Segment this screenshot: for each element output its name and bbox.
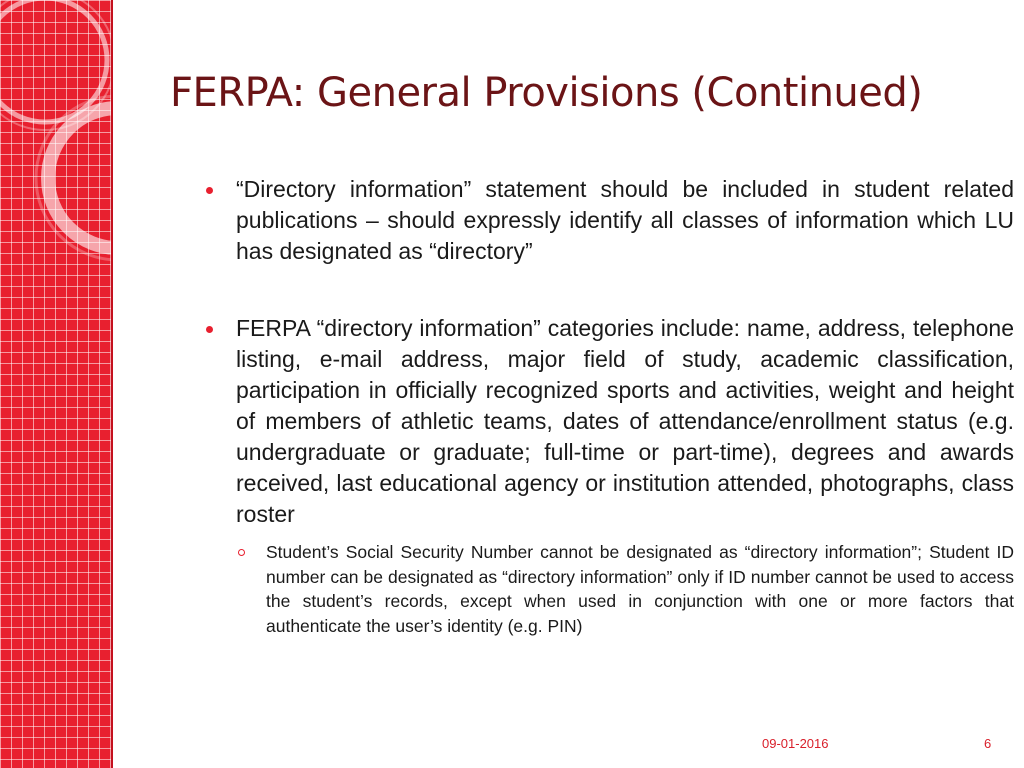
decorative-swirl [0,0,113,768]
bullet-directory-statement [200,174,1014,267]
decorative-grid-band [0,0,113,768]
bullet-text: FERPA “directory information” categories include: name, address, telephone listing, e-mail address, major field of study, academic classification, participation in officially recognized sports and activities, weight and height of members of athletic teams, dates of attendance/enrollment status (e.g. undergraduate or graduate; full-time or part-time), degrees and awards received, last educational agency or institution attended, photographs, class roster [236,315,1014,527]
footer-page-number: 6 [984,736,992,751]
bullet-dot-icon [206,187,213,194]
bullet-dot-icon [206,326,213,333]
slide-content [200,174,1014,638]
slide-title: FERPA: General Provisions (Continued) [170,70,923,116]
hollow-circle-bullet-icon [238,549,245,556]
bullet-text: “Directory information” statement should be included in student related publications – should expressly identify all classes of information which LU has designated as “directory” [236,176,1014,264]
sub-bullet-text: Student’s Social Security Number cannot be designated as “directory information”; Student ID number can be designated as “directory information” only if ID number cannot be used to access the student’s records, except when used in conjunction with one or more factors that authenticate the user’s identity (e.g. PIN) [266,542,1014,636]
sub-bullet-ssn-note [200,540,1014,638]
bullet-directory-categories [200,313,1014,530]
footer-date: 09-01-2016 [762,736,829,751]
